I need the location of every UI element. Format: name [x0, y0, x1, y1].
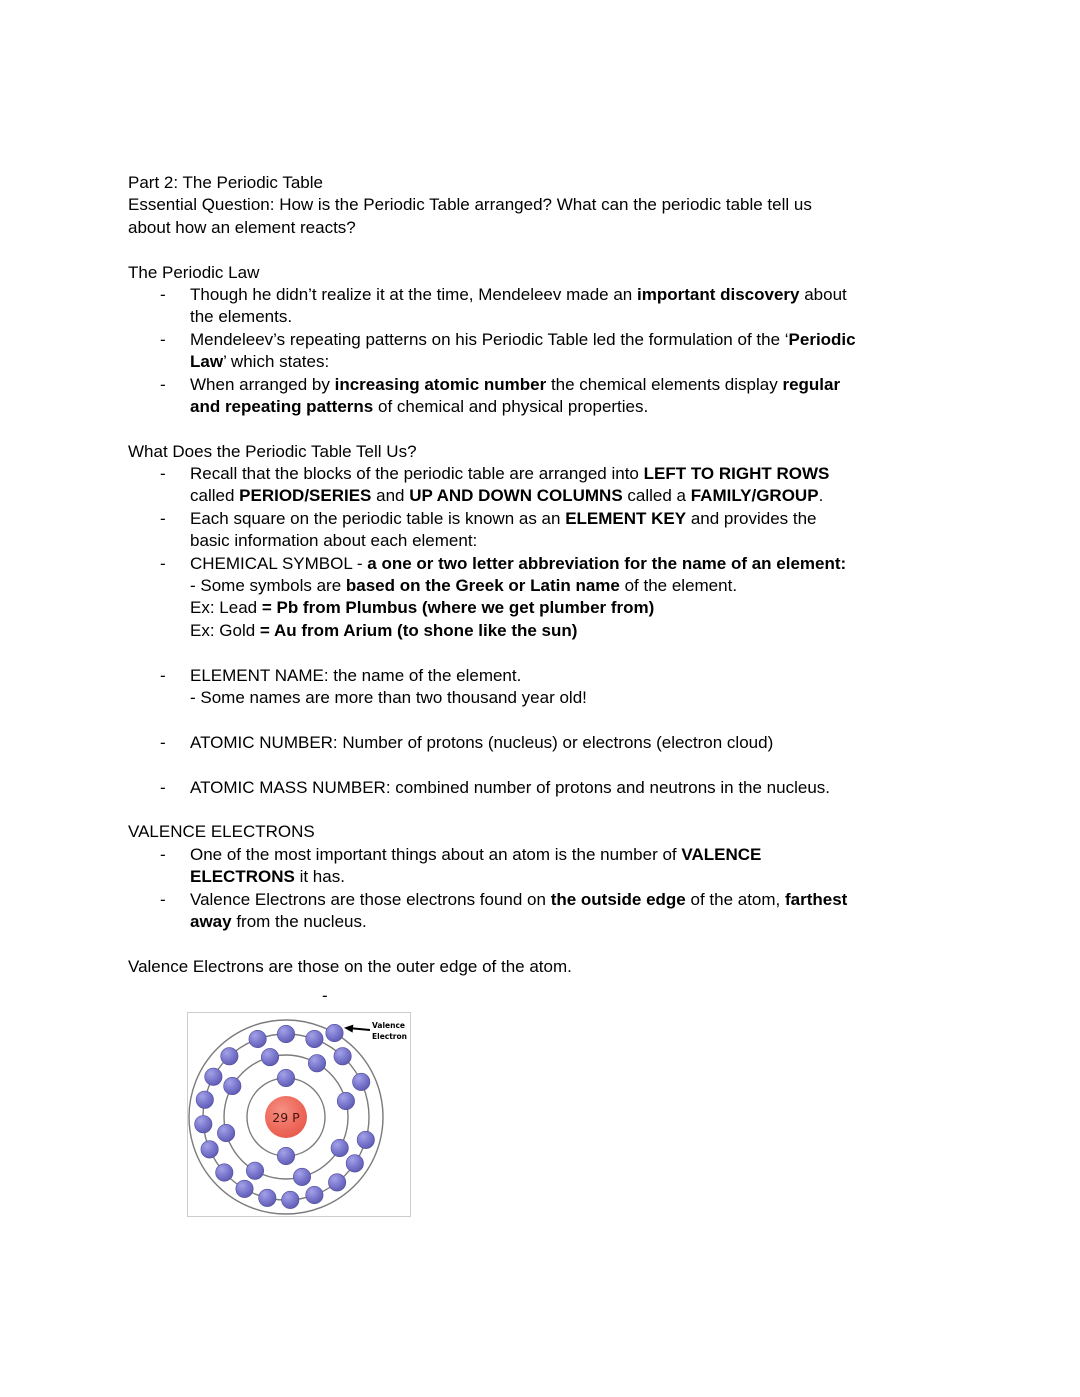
continuation-line: the elements.	[190, 307, 293, 327]
electron	[306, 1031, 323, 1048]
bullet-line: - Though he didn’t realize it at the time, Mendeleev made an important discovery about	[128, 284, 856, 306]
bullet-line: - One of the most important things about an atom is the number of VALENCE	[128, 844, 856, 866]
continuation-line: ELECTRONS it has.	[190, 867, 345, 887]
bullet-line: - Each square on the periodic table is known as an ELEMENT KEY and provides the	[128, 508, 856, 530]
heading-line: VALENCE ELECTRONS	[128, 822, 315, 842]
electron	[236, 1181, 253, 1198]
bullet-dash: -	[160, 665, 166, 685]
bullet-dash: -	[160, 553, 166, 573]
electron	[308, 1055, 325, 1072]
bullet-line: - ATOMIC NUMBER: Number of protons (nucleus) or electrons (electron cloud)	[128, 732, 856, 754]
continuation-line: Law’ which states:	[190, 352, 330, 372]
electron	[259, 1190, 276, 1207]
continuation-line: Ex: Gold = Au from Arium (to shone like the sun)	[190, 620, 578, 640]
bullet-line: - Valence Electrons are those electrons found on the outside edge of the atom, farthest	[128, 889, 856, 911]
continuation-line: away from the nucleus.	[190, 911, 367, 931]
continuation-line: - Some names are more than two thousand year old!	[190, 687, 587, 707]
bullet-dash: -	[160, 508, 166, 528]
bullet-dash: -	[160, 464, 166, 484]
bullet-dash: -	[160, 889, 166, 909]
continuation-line: basic information about each element:	[190, 531, 478, 551]
electron	[217, 1125, 234, 1142]
bullet-dash: -	[160, 844, 166, 864]
valence-electron	[326, 1025, 343, 1042]
heading-line: Essential Question: How is the Periodic Table arranged? What can the periodic table tell us	[128, 195, 812, 215]
atom-diagram	[187, 1012, 411, 1217]
bullet-dash: -	[160, 732, 166, 752]
electron	[261, 1049, 278, 1066]
bullet-line: - When arranged by increasing atomic number the chemical elements display regular	[128, 374, 856, 396]
nucleus-label: 29 P	[272, 1110, 300, 1126]
blank-line	[128, 239, 856, 261]
electron	[277, 1026, 294, 1043]
bullet-dash: -	[160, 329, 166, 349]
continuation-line: - Some symbols are based on the Greek or Latin name of the element.	[190, 576, 738, 596]
bullet-line: - Mendeleev’s repeating patterns on his Periodic Table led the formulation of the ‘Periodic	[128, 329, 856, 351]
continuation-line: and repeating patterns of chemical and physical properties.	[190, 396, 649, 416]
continuation-line: Ex: Lead = Pb from Plumbus (where we get plumber from)	[190, 598, 655, 618]
heading-line: The Periodic Law	[128, 262, 260, 282]
continuation-line: called PERIOD/SERIES and UP AND DOWN COLUMNS called a FAMILY/GROUP.	[190, 486, 824, 506]
electron	[277, 1070, 294, 1087]
bullet-line: - CHEMICAL SYMBOL - a one or two letter abbreviation for the name of an element:	[128, 553, 856, 575]
bullet-line: - ELEMENT NAME: the name of the element.	[128, 665, 856, 687]
bullet-dash: -	[160, 777, 166, 797]
document-body	[128, 172, 856, 1007]
electron	[306, 1187, 323, 1204]
electron	[196, 1091, 213, 1108]
blank-line	[128, 642, 856, 664]
bullet-dash: -	[160, 284, 166, 304]
valence-electron-label: Valence Electron	[372, 1021, 408, 1042]
electron	[205, 1069, 222, 1086]
electron	[331, 1140, 348, 1157]
atom-svg	[188, 1013, 410, 1216]
electron	[337, 1093, 354, 1110]
electron	[201, 1141, 218, 1158]
electron	[195, 1116, 212, 1133]
electron	[346, 1155, 363, 1172]
heading-line: Part 2: The Periodic Table	[128, 173, 323, 192]
electron	[221, 1048, 238, 1065]
heading-line: about how an element reacts?	[128, 217, 356, 237]
bullet-dash: -	[160, 374, 166, 394]
document-page	[128, 172, 856, 1217]
bullet-line: - ATOMIC MASS NUMBER: combined number of protons and neutrons in the nucleus.	[128, 777, 856, 799]
electron	[334, 1048, 351, 1065]
electron	[282, 1192, 299, 1209]
heading-line: What Does the Periodic Table Tell Us?	[128, 441, 417, 461]
blank-line	[128, 933, 856, 955]
electron	[353, 1074, 370, 1091]
blank-line	[128, 799, 856, 821]
blank-line	[128, 754, 856, 776]
valence-arrow	[344, 1025, 370, 1033]
blank-line	[128, 709, 856, 731]
electron	[246, 1162, 263, 1179]
solo-dash-line: -	[322, 986, 328, 1006]
electron	[224, 1078, 241, 1095]
heading-line: Valence Electrons are those on the outer edge of the atom.	[128, 956, 572, 976]
electron	[293, 1169, 310, 1186]
electron	[249, 1031, 266, 1048]
electron	[328, 1174, 345, 1191]
electron	[357, 1132, 374, 1149]
bullet-line: - Recall that the blocks of the periodic table are arranged into LEFT TO RIGHT ROWS	[128, 463, 856, 485]
electron	[216, 1164, 233, 1181]
electron	[277, 1148, 294, 1165]
blank-line	[128, 418, 856, 440]
